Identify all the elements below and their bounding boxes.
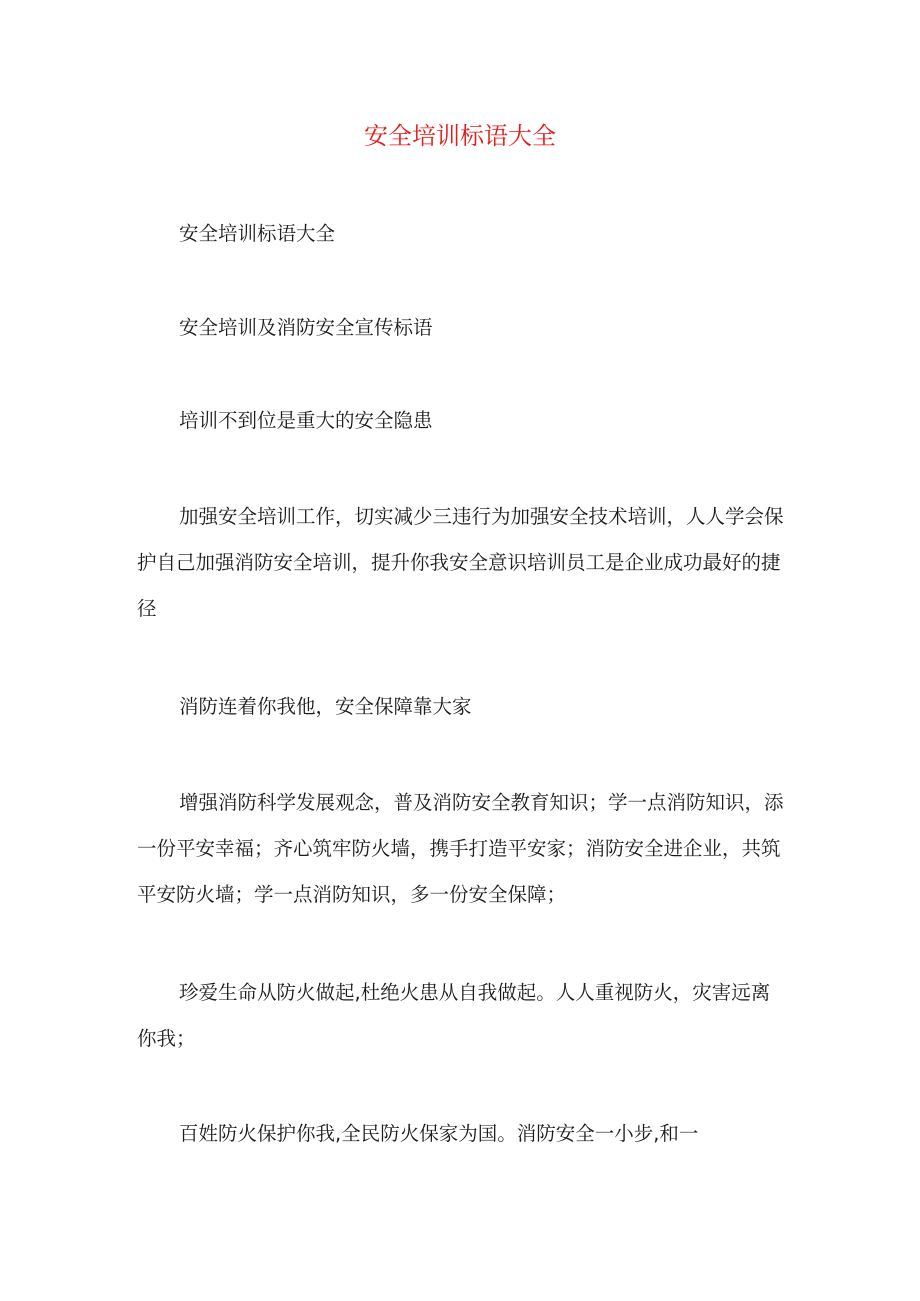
paragraph-subtitle: 安全培训及消防安全宣传标语 [179,316,433,339]
paragraph-slogan-3: 消防连着你我他，安全保障靠大家 [179,695,472,718]
paragraph-slogan-5: 珍爱生命从防火做起,杜绝火患从自我做起。人人重视防火，灾害远离你我； [137,981,771,1050]
paragraph-slogan-2: 加强安全培训工作，切实减少三违行为加强安全技术培训，人人学会保护自己加强消防安全培训，提升你我安全意识培训员工是企业成功最好的捷径 [137,505,784,620]
document-title: 安全培训标语大全 [364,122,556,150]
paragraph-slogan-1: 培训不到位是重大的安全隐患 [179,409,433,432]
paragraph-slogan-6: 百姓防火保护你我,全民防火保家为国。消防安全一小步,和一 [179,1122,699,1145]
paragraph-heading-repeat: 安全培训标语大全 [179,222,336,245]
paragraph-slogan-4: 增强消防科学发展观念，普及消防安全教育知识；学一点消防知识，添一份平安幸福；齐心筑牢防火墙，携手打造平安家；消防安全进企业，共筑平安防火墙；学一点消防知识，多一份安全保障； [137,791,784,906]
